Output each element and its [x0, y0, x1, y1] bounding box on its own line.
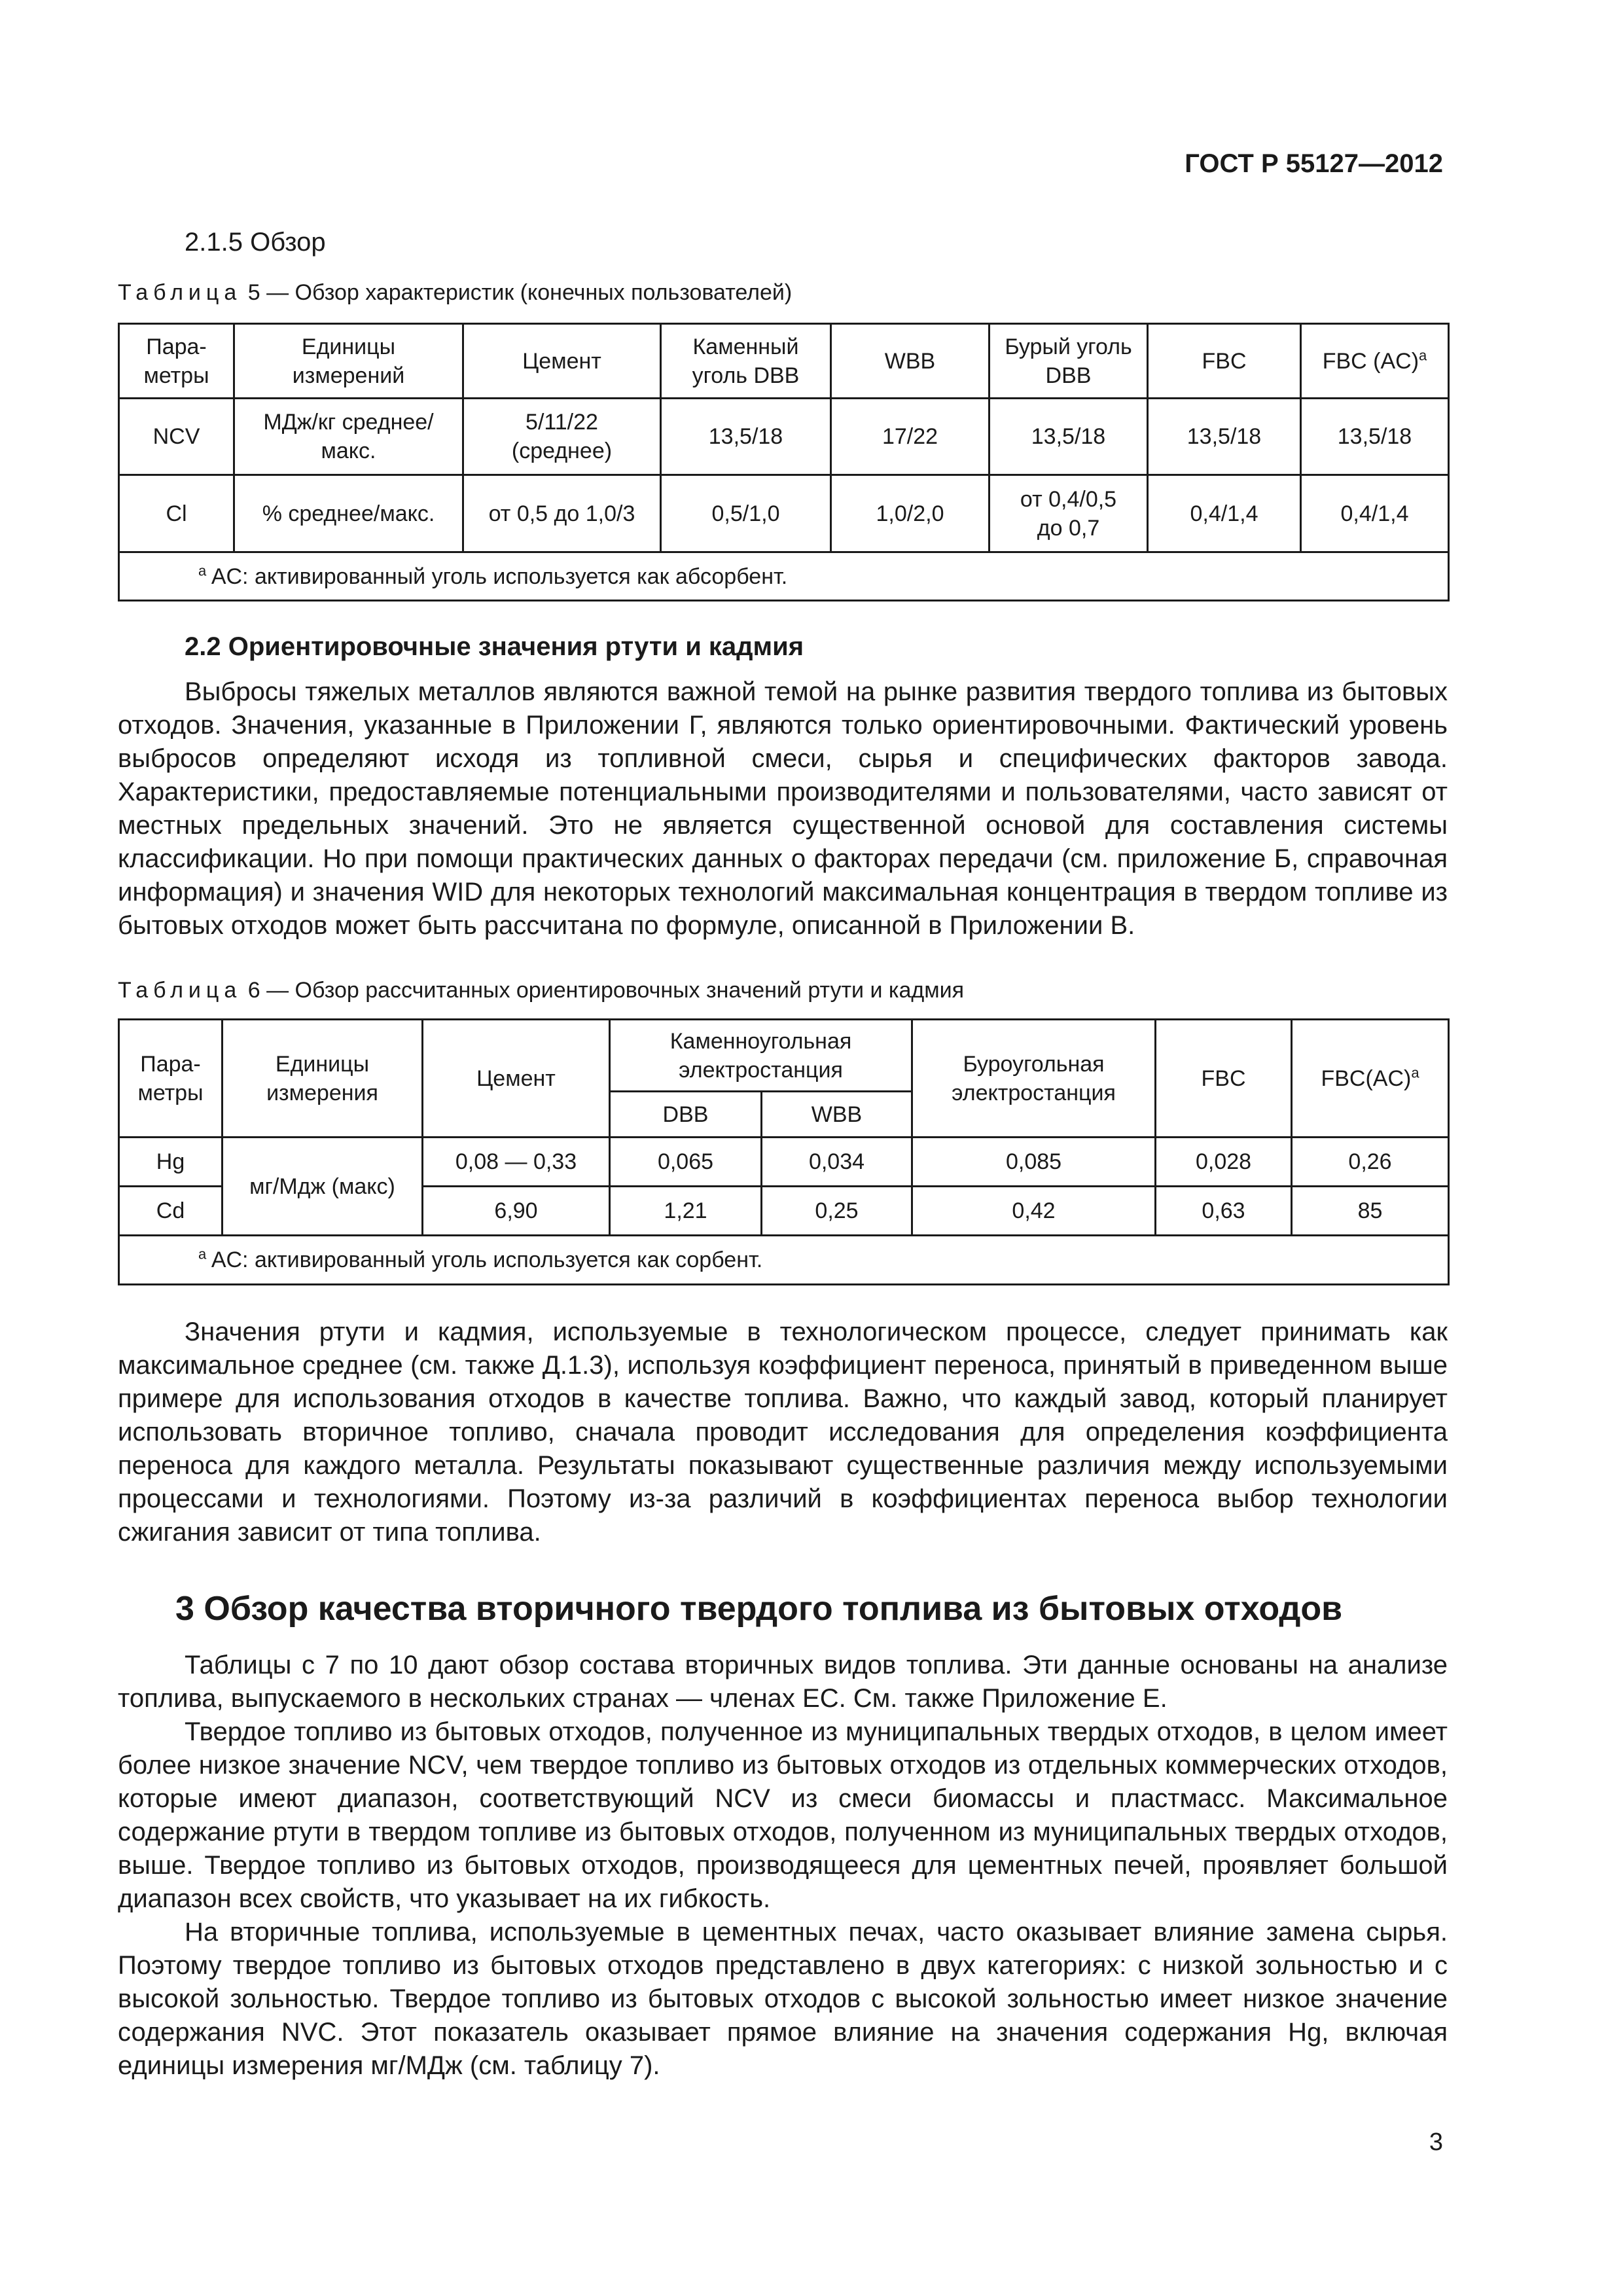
- table5-row-cl: [119, 475, 1449, 552]
- table6-cell-param: Cd: [119, 1187, 223, 1236]
- table6-cell-dbb: 1,21: [610, 1187, 762, 1236]
- table5-cell-cement: 5/11/22 (среднее): [463, 399, 661, 475]
- table5-footnote: $^a$ AC: активированный уголь используется как абсорбент.: [119, 552, 1449, 601]
- table6-caption-text: 6 — Обзор рассчитанных ориентировочных значений ртути и кадмия: [241, 978, 965, 1003]
- table5-caption-prefix: Таблица: [118, 280, 242, 305]
- table6-header-wbb: WBB: [762, 1092, 912, 1138]
- table6-cell-fbc-ac: 0,26: [1292, 1138, 1449, 1187]
- table5-cell-wbb: 17/22: [831, 399, 990, 475]
- table6-header-cement: Цемент: [423, 1020, 610, 1138]
- table5-footnote-row: [119, 552, 1449, 601]
- paragraph: Значения ртути и кадмия, используемые в технологическом процессе, следует принимать как максимальное среднее (см. также Д.1.3), используя коэффициент переноса, принятый в приведенном выше примере для использования отходов в качестве топлива. Важно, что каждый завод, который планирует использовать вторичное топливо, сначала проводит исследования для определения коэффициента переноса для каждого металла. Результаты показывают существенные различия между используемыми процессами и технологиями. Поэтому из-за различий в коэффициентах переноса выбор технологии сжигания зависит от типа топлива.: [118, 1318, 1448, 1547]
- table6-header-fbc-ac: FBC(AC)$^a$: [1292, 1020, 1449, 1138]
- table5-header-cement: Цемент: [463, 324, 661, 399]
- table6-header-lignite-plant: Буроугольная электростанция: [912, 1020, 1156, 1138]
- table5-cell-cement: от 0,5 до 1,0/3: [463, 475, 661, 552]
- paragraph: Таблицы с 7 по 10 дают обзор состава вторичных видов топлива. Эти данные основаны на анализе топлива, выпускаемого в нескольких странах — членах ЕС. См. также Приложение Е.: [118, 1651, 1448, 1713]
- table6-cell-param: Hg: [119, 1138, 223, 1187]
- table6-cell-wbb: 0,25: [762, 1187, 912, 1236]
- table6-caption: [118, 978, 964, 1003]
- section-2-2-body: [118, 675, 1448, 942]
- table5-cell-param: Cl: [119, 475, 234, 552]
- section-title-3: 3 Обзор качества вторичного твердого топлива из бытовых отходов: [175, 1590, 1343, 1628]
- table6-header-fbc: FBC: [1156, 1020, 1292, 1138]
- paragraph: На вторичные топлива, используемые в цементных печах, часто оказывает влияние замена сырья. Поэтому твердое топливо из бытовых отходов представлено в двух категориях: с низкой зольностью и с высокой зольностью. Твердое топливо из бытовых отходов с высокой зольностью имеет низкое значение содержания NVC. Этот показатель оказывает прямое влияние на значения содержания Hg, включая единицы измерения мг/МДж (см. таблицу 7).: [118, 1918, 1448, 2080]
- table5-cell-fbc-ac: 0,4/1,4: [1301, 475, 1449, 552]
- table6-cell-dbb: 0,065: [610, 1138, 762, 1187]
- table5-header-lignite-dbb: Бурый уголь DBB: [990, 324, 1148, 399]
- table5-cell-lignite-dbb: 13,5/18: [990, 399, 1148, 475]
- table5-cell-coal-dbb: 13,5/18: [661, 399, 831, 475]
- table6-header-units: Единицы измерения: [223, 1020, 423, 1138]
- table5-cell-coal-dbb: 0,5/1,0: [661, 475, 831, 552]
- table5-header-row: [119, 324, 1449, 399]
- table6-cell-fbc-ac: 85: [1292, 1187, 1449, 1236]
- table6-cell-unit: мг/Мдж (макс): [223, 1138, 423, 1236]
- page-number: 3: [1429, 2128, 1443, 2156]
- table5-row-ncv: [119, 399, 1449, 475]
- table5-header-units: Единицы измерений: [234, 324, 463, 399]
- table5-cell-unit: % среднее/макс.: [234, 475, 463, 552]
- paragraph: Выбросы тяжелых металлов являются важной темой на рынке развития твердого топлива из бытовых отходов. Значения, указанные в Приложении Г, являются только ориентировочными. Фактический уровень выбросов определяют исходя из топливной смеси, сырья и специфических факторов завода. Характеристики, предоставляемые потенциальными производителями и пользователями, часто зависят от местных предельных значений. Это не является существенной основой для составления системы классификации. Но при помощи практических данных о факторах передачи (см. приложение Б, справочная информация) и значения WID для некоторых технологий максимальная концентрация в твердом топливе из бытовых отходов может быть рассчитана по формуле, описанной в Приложении В.: [118, 677, 1448, 940]
- table5-cell-wbb: 1,0/2,0: [831, 475, 990, 552]
- table6-header-dbb: DBB: [610, 1092, 762, 1138]
- table5-header-fbc-ac: FBC (AC)$^a$: [1301, 324, 1449, 399]
- table5-header-fbc: FBC: [1148, 324, 1301, 399]
- table6-cell-cement: 6,90: [423, 1187, 610, 1236]
- table5-header-params: Пара- метры: [119, 324, 234, 399]
- table5-cell-fbc: 13,5/18: [1148, 399, 1301, 475]
- table5-header-coal-dbb: Каменный уголь DBB: [661, 324, 831, 399]
- table5-cell-unit: МДж/кг среднее/ макс.: [234, 399, 463, 475]
- table6-header-params: Пара- метры: [119, 1020, 223, 1138]
- subsection-title-2-1-5: 2.1.5 Обзор: [185, 228, 326, 257]
- table5-cell-param: NCV: [119, 399, 234, 475]
- table6-cell-wbb: 0,034: [762, 1138, 912, 1187]
- section-title-2-2: 2.2 Ориентировочные значения ртути и кадмия: [185, 632, 804, 661]
- standard-code: ГОСТ Р 55127—2012: [1185, 149, 1443, 178]
- table6-cell-lignite: 0,42: [912, 1187, 1156, 1236]
- table5-header-wbb: WBB: [831, 324, 990, 399]
- table6-cell-lignite: 0,085: [912, 1138, 1156, 1187]
- table6-cell-cement: 0,08 — 0,33: [423, 1138, 610, 1187]
- table5-caption-text: 5 — Обзор характеристик (конечных пользователей): [241, 280, 793, 305]
- table6-header-row-1: [119, 1020, 1449, 1092]
- table6: [118, 1018, 1450, 1285]
- table6-header-coal-plant: Каменноугольная электростанция: [610, 1020, 912, 1092]
- paragraph: Твердое топливо из бытовых отходов, полученное из муниципальных твердых отходов, в целом имеет более низкое значение NCV, чем твердое топливо из бытовых отходов из отдельных коммерческих отходов, которые имеют диапазон, соответствующий NCV из смеси биомассы и пластмасс. Максимальное содержание ртути в твердом топливе из бытовых отходов, полученном из муниципальных твердых отходов, выше. Твердое топливо из бытовых отходов, производящееся для цементных печей, проявляет большой диапазон всех свойств, что указывает на их гибкость.: [118, 1717, 1448, 1913]
- table6-followup-body: [118, 1316, 1448, 1549]
- table6-cell-fbc: 0,028: [1156, 1138, 1292, 1187]
- table5-cell-fbc-ac: 13,5/18: [1301, 399, 1449, 475]
- table5-cell-fbc: 0,4/1,4: [1148, 475, 1301, 552]
- table5-caption: [118, 280, 792, 306]
- table6-cell-fbc: 0,63: [1156, 1187, 1292, 1236]
- table6-row-hg: [119, 1138, 1449, 1187]
- table6-footnote-row: [119, 1236, 1449, 1285]
- table5: [118, 323, 1450, 601]
- table6-footnote: $^a$ AC: активированный уголь используется как сорбент.: [119, 1236, 1449, 1285]
- section-3-body: [118, 1649, 1448, 2083]
- table5-cell-lignite-dbb: от 0,4/0,5 до 0,7: [990, 475, 1148, 552]
- table6-caption-prefix: Таблица: [118, 978, 242, 1003]
